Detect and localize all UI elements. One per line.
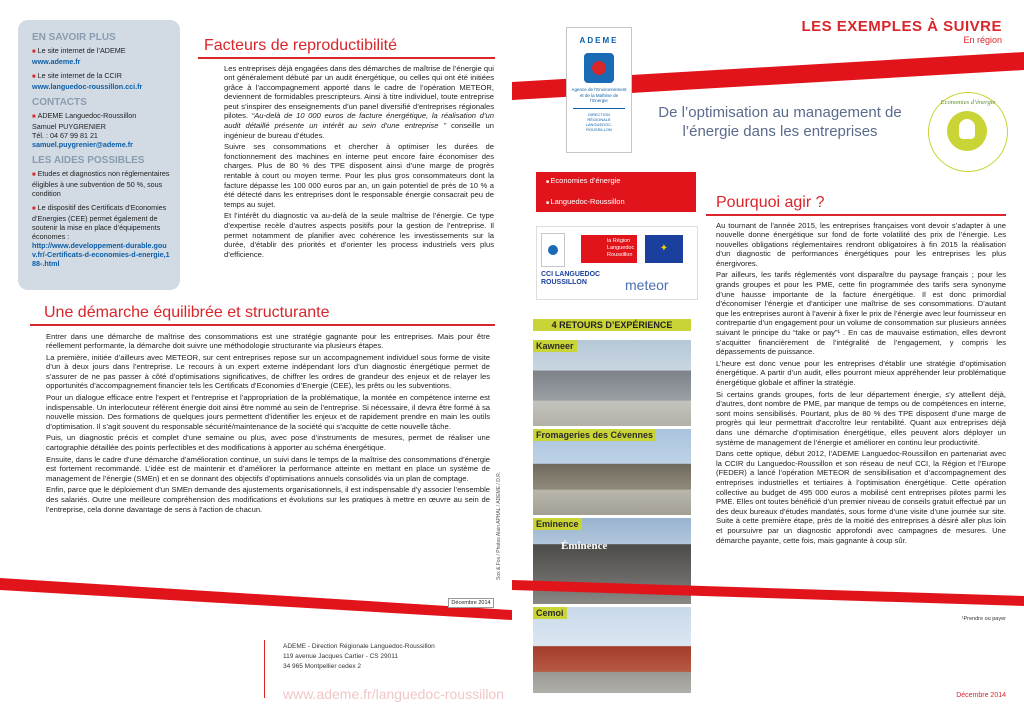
right-red-stripe [512,580,1024,620]
demarche-para-6: Enfin, parce que le déploiement d’un SMEn demande des ajustements organisationnels, il est indispensable d’y associer l’ensemble des salariés. Outre une meilleure compréhension des modifications et évolutions sur les pratiques à mettre en œuvre au sein de l’entreprise, cela donne davantage de sens à l’action de chacun. [46,485,490,514]
label-fromageries: Fromageries des Cévennes [533,429,656,441]
aides-item-etudes: ■ Etudes et diagnostics non réglementaires éligibles à une subvention de 50 %, sous condition [32,169,170,198]
footer-url[interactable]: www.ademe.fr/languedoc-roussillon [283,686,504,702]
demarche-para-4: Puis, un diagnostic précis et complet d’une semaine ou plus, avec pose d’instruments de mesures, permet de réaliser une cartographie détaillée des points perfectibles et des modifications à apporter au schéma énergétique. [46,433,490,453]
savoir-item-ccir: ■ Le site internet de la CCIR www.languedoc-roussillon.cci.fr [32,71,143,91]
label-kawneer: Kawneer [533,340,577,352]
footnote: ¹Prendre ou payer [961,616,1006,622]
series-title: LES EXEMPLES À SUIVRE [801,18,1002,35]
pourquoi-section [716,194,1006,547]
pourquoi-para-1: Au tournant de l’année 2015, les entreprises françaises vont devoir s’adapter à une nouvelle donne énergétique sur fond de forte volatilité des prix de l’énergie. Les nouvelles obligations réglementaires rendront obligatoires à fin 2015 la réalisation d’un diagnostic de performances énergétiques pour les entreprises les plus énergivores. [716,220,1006,268]
series-subtitle: En région [963,35,1002,45]
demarche-para-5: Ensuite, dans le cadre d’une démarche d’amélioration continue, un suivi dans le temps de la maîtrise des consommations d’énergie est fortement recommandé. L’idée est de maintenir et d’améliorer la performance atteinte en mettant en place un système de management de l’énergie (SMEn) et en se donnant des objectifs d’optimisations annuels consolidés via un plan de comptage. [46,454,490,483]
lightbulb-icon [947,111,987,151]
left-red-stripe [0,570,512,620]
main-title: De l’optimisation au management de l’énergie dans les entreprises [658,104,902,140]
savoir-heading: EN SAVOIR PLUS [32,32,116,43]
facteurs-section [204,37,494,261]
pourquoi-para-3: L’heure est donc venue pour les entreprises d’établir une stratégie d’optimisation énergétique. A partir d’un audit, elles pourront mieux appréhender leur problématique énergétique globale et affiner la stratégie. [716,358,1006,387]
label-cemoi: Cemoi [533,607,567,619]
photo-credit: Sox & Fox / Photos Alain APHAL / ADEME / D.R. [496,471,502,580]
cci-logo: CCI LANGUEDOC ROUSSILLON [541,271,601,286]
pourquoi-underline [706,214,1006,216]
partner-logos [536,226,698,300]
tag-economies: Economies d’énergie [550,176,621,185]
contacts-block: ■ ADEME Languedoc-Roussillon Samuel PUYGRENIER Tél. : 04 67 99 81 21 samuel.puygrenier@ademe.fr [32,111,137,149]
pourquoi-para-4: Si certains grands groupes, forts de leur département énergie, s’y attellent déjà, d’autres, dont nombre de PME, par manque de temps ou de compétences en interne, sont moins sensibilisés. Pourtant, plus de 80 % des TPE disposent d’une marge de progrès qui leur permettrait d’accroître leur rentabilité. Quant aux entreprises déjà dans une démarche d’optimisation énergétique, elles peuvent alors déployer un système de management de l’énergie et améliorer en continu leur productivité. [716,389,1006,447]
ademe-logo: ADEME Agence de l’Environnement et de la Maîtrise de l’Energie DIRECTION RÉGIONALE LANGUEDOC-ROUSSILLON [566,27,632,153]
footer-divider [264,640,265,698]
demarche-para-3: Pour un dialogue efficace entre l’expert et l’entreprise et l’appropriation de la problématique, la montée en compétence interne est indispensable. Un interlocuteur référent énergie doit ainsi être nommé au sein de l’entreprise. Si nécessaire, il devra être formé à sa nouvelle mission. Des formations de quelques jours permettent d’identifier les enjeux et de rapidement prendre en main les outils d’optimisation. Il s’agit souvent du responsable sécurité/maintenance de la société qui s’acquitte de cette nouvelle tâche. [46,393,490,431]
info-sidebar [18,20,180,290]
demarche-title: Une démarche équilibrée et structurante [44,304,330,321]
aides-heading: LES AIDES POSSIBLES [32,155,145,166]
ademe-small-logo [541,233,565,267]
date-box: Décembre 2014 [448,598,494,608]
ademe-link[interactable]: www.ademe.fr [32,57,81,66]
pourquoi-para-2: Par ailleurs, les tarifs réglementés vont disparaître du paysage français ; pour les grands groupes et pour les PME, cette fin programmée des tarifs sera synonyme d’une hausse importante de la facture énergétique. Il est donc primordial d’économiser l’énergie et d’anticiper une maîtrise de ses consommations. D’autant que les entreprises auront à l’avenir à fixer le prix de l’énergie avec leur fournisseur en contrepartie d’un engagement pour un volume de consommation sur plusieurs années suivant le principe du “take or pay”¹ . En cas de mauvaise estimation, elles devront s’acquitter financièrement de l’intégralité de l’engagement, y compris les dépassements de puissance. [716,270,1006,357]
photo-kawneer [533,340,691,426]
cee-link[interactable]: http://www.developpement-durable.gouv.fr/-Certificats-d-economies-d-energie,188-.html [32,241,170,268]
tag-languedoc: Languedoc-Roussillon [550,197,625,206]
photo-fromageries [533,429,691,515]
tags-box: ■ Economies d’énergie ■ Languedoc-Roussillon [536,172,696,212]
footer-address: ADEME - Direction Régionale Languedoc-Roussillon 119 avenue Jacques Cartier - CS 29011 34 965 Montpellier cedex 2 [283,643,435,670]
contacts-heading: CONTACTS [32,97,87,108]
pourquoi-title: Pourquoi agir ? [716,194,825,211]
pourquoi-para-5: Dans cette optique, début 2012, l’ADEME Languedoc-Roussillon en partenariat avec la CCIR du Languedoc-Roussillon et son réseau de neuf CCI, la Région et l’Europe (FEDER) a lancé l’opération METEOR de sensibilisation et d’accompagnement des entreprises industrielles et tertiaires à l’optimisation énergétique. Cette opération collective au budget de 495 000 euros a mobilisé cent entreprises pilotes parmi les PME. Elles ont toutes bénéficié d’un premier niveau de conseils gratuit effectué par un des deux bureaux d’études mandatés, sous forme d’une visite d’une journée sur site. Suite à cette première étape, près de la moitié des entreprises à désiré aller plus loin et poursuivre par un diagnostic approfondi avec campagnes de mesures. Une démarche payante, cette fois, mais gagnante à coup sûr. [716,449,1006,545]
demarche-section [30,304,490,516]
facteurs-title: Facteurs de reproductibilité [204,37,397,54]
series-header [801,18,1002,45]
ademe-globe-icon [584,53,614,83]
facteurs-para-3: Et l’intérêt du diagnostic va au-delà de la seule maîtrise de l’énergie. Ce type d’expertise recèle d’autres aspects positifs pour la gestion de l’entreprise. Il permet notamment de planifier avec cohérence les investissements sur la durée, d’établir des priorités et d’orienter les process industriels vers plus d’efficience. [224,211,494,259]
savoir-item-ademe: ■ Le site internet de l’ADEME www.ademe.fr [32,46,126,66]
facteurs-para-1: Les entreprises déjà engagées dans des démarches de maîtrise de l’énergie qui ont généralement débuté par un audit énergétique, ou celles qui ont été initiées grâce à l’accompagnement apporté dans le cadre de l’opération METEOR, deviennent de formidables prescripteurs. Ainsi à titre individuel, toute entreprise peut s’inspirer des enseignements d’un panel diversifié d’entreprises régionales pilotes. “Au-delà de 10 000 euros de facture énergétique, la réalisation d’un audit détaillé présente un intérêt au sein d’une entreprise ” conseille un ingénieur de bureau d’études. [224,63,494,140]
facteurs-underline [198,57,495,59]
retours-title: 4 RETOURS D’EXPÉRIENCE [533,319,691,331]
eu-flag-icon: ✦ [645,235,683,263]
facteurs-para-2: Suivre ses consommations et chercher à optimiser les durées de fonctionnement des machines en interne peut encore faire économiser des charges. Plus de 80 % des TPE disposent ainsi d’une marge de progrès rentable à court ou moyen terme. Pour les plus gros consommateurs dont la facture dépasse les 100 000 euros par an, un gain potentiel de près de 10 % a été détecté dans les entreprises dont le responsable énergie consacrait peu de temps au sujet. [224,142,494,209]
demarche-underline [30,324,495,326]
meteor-logo: meteor [625,277,669,293]
demarche-para-1: Entrer dans une démarche de maîtrise des consommations est une stratégie gagnante pour les entreprises. Mais pour être réellement performante, la démarche doit suivre une méthodologie structurante via plusieurs étapes. [46,331,490,351]
region-logo: la Région Languedoc Roussillon [581,235,637,263]
demarche-para-2: La première, initiée d’ailleurs avec METEOR, sur cent entreprises repose sur un accompagnement individuel sous forme de visite d’un à deux jours dans l’entreprise. Le recours à un expert externe indépendant lors d’un diagnostic énergétique permet de s’assurer de ne pas passer à côté d’optimisations significatives, de chiffrer les ordres de grandeur des enjeux et de relayer les opportunités d’accompagnement financier tels les Certificats d’Economies d’Energie (CEE), les prêts ou les subventions. [46,352,490,391]
page-date: Décembre 2014 [956,692,1006,699]
label-eminence: Eminence [533,518,582,530]
economies-badge [928,92,1008,172]
ccir-link[interactable]: www.languedoc-roussillon.cci.fr [32,82,143,91]
eminence-sign: Éminence [561,540,608,552]
contact-email-link[interactable]: samuel.puygrenier@ademe.fr [32,140,133,149]
aides-item-cee: ■ Le dispositif des Certificats d’Economies d’Energies (CEE) permet également de soutenir la mise en place d’équipements économes : http://www.developpement-durable.gouv.fr/-Certificats-d-economies-d-energie,188-.html [32,203,170,268]
badge-text: Economies d’énergie [940,99,996,106]
